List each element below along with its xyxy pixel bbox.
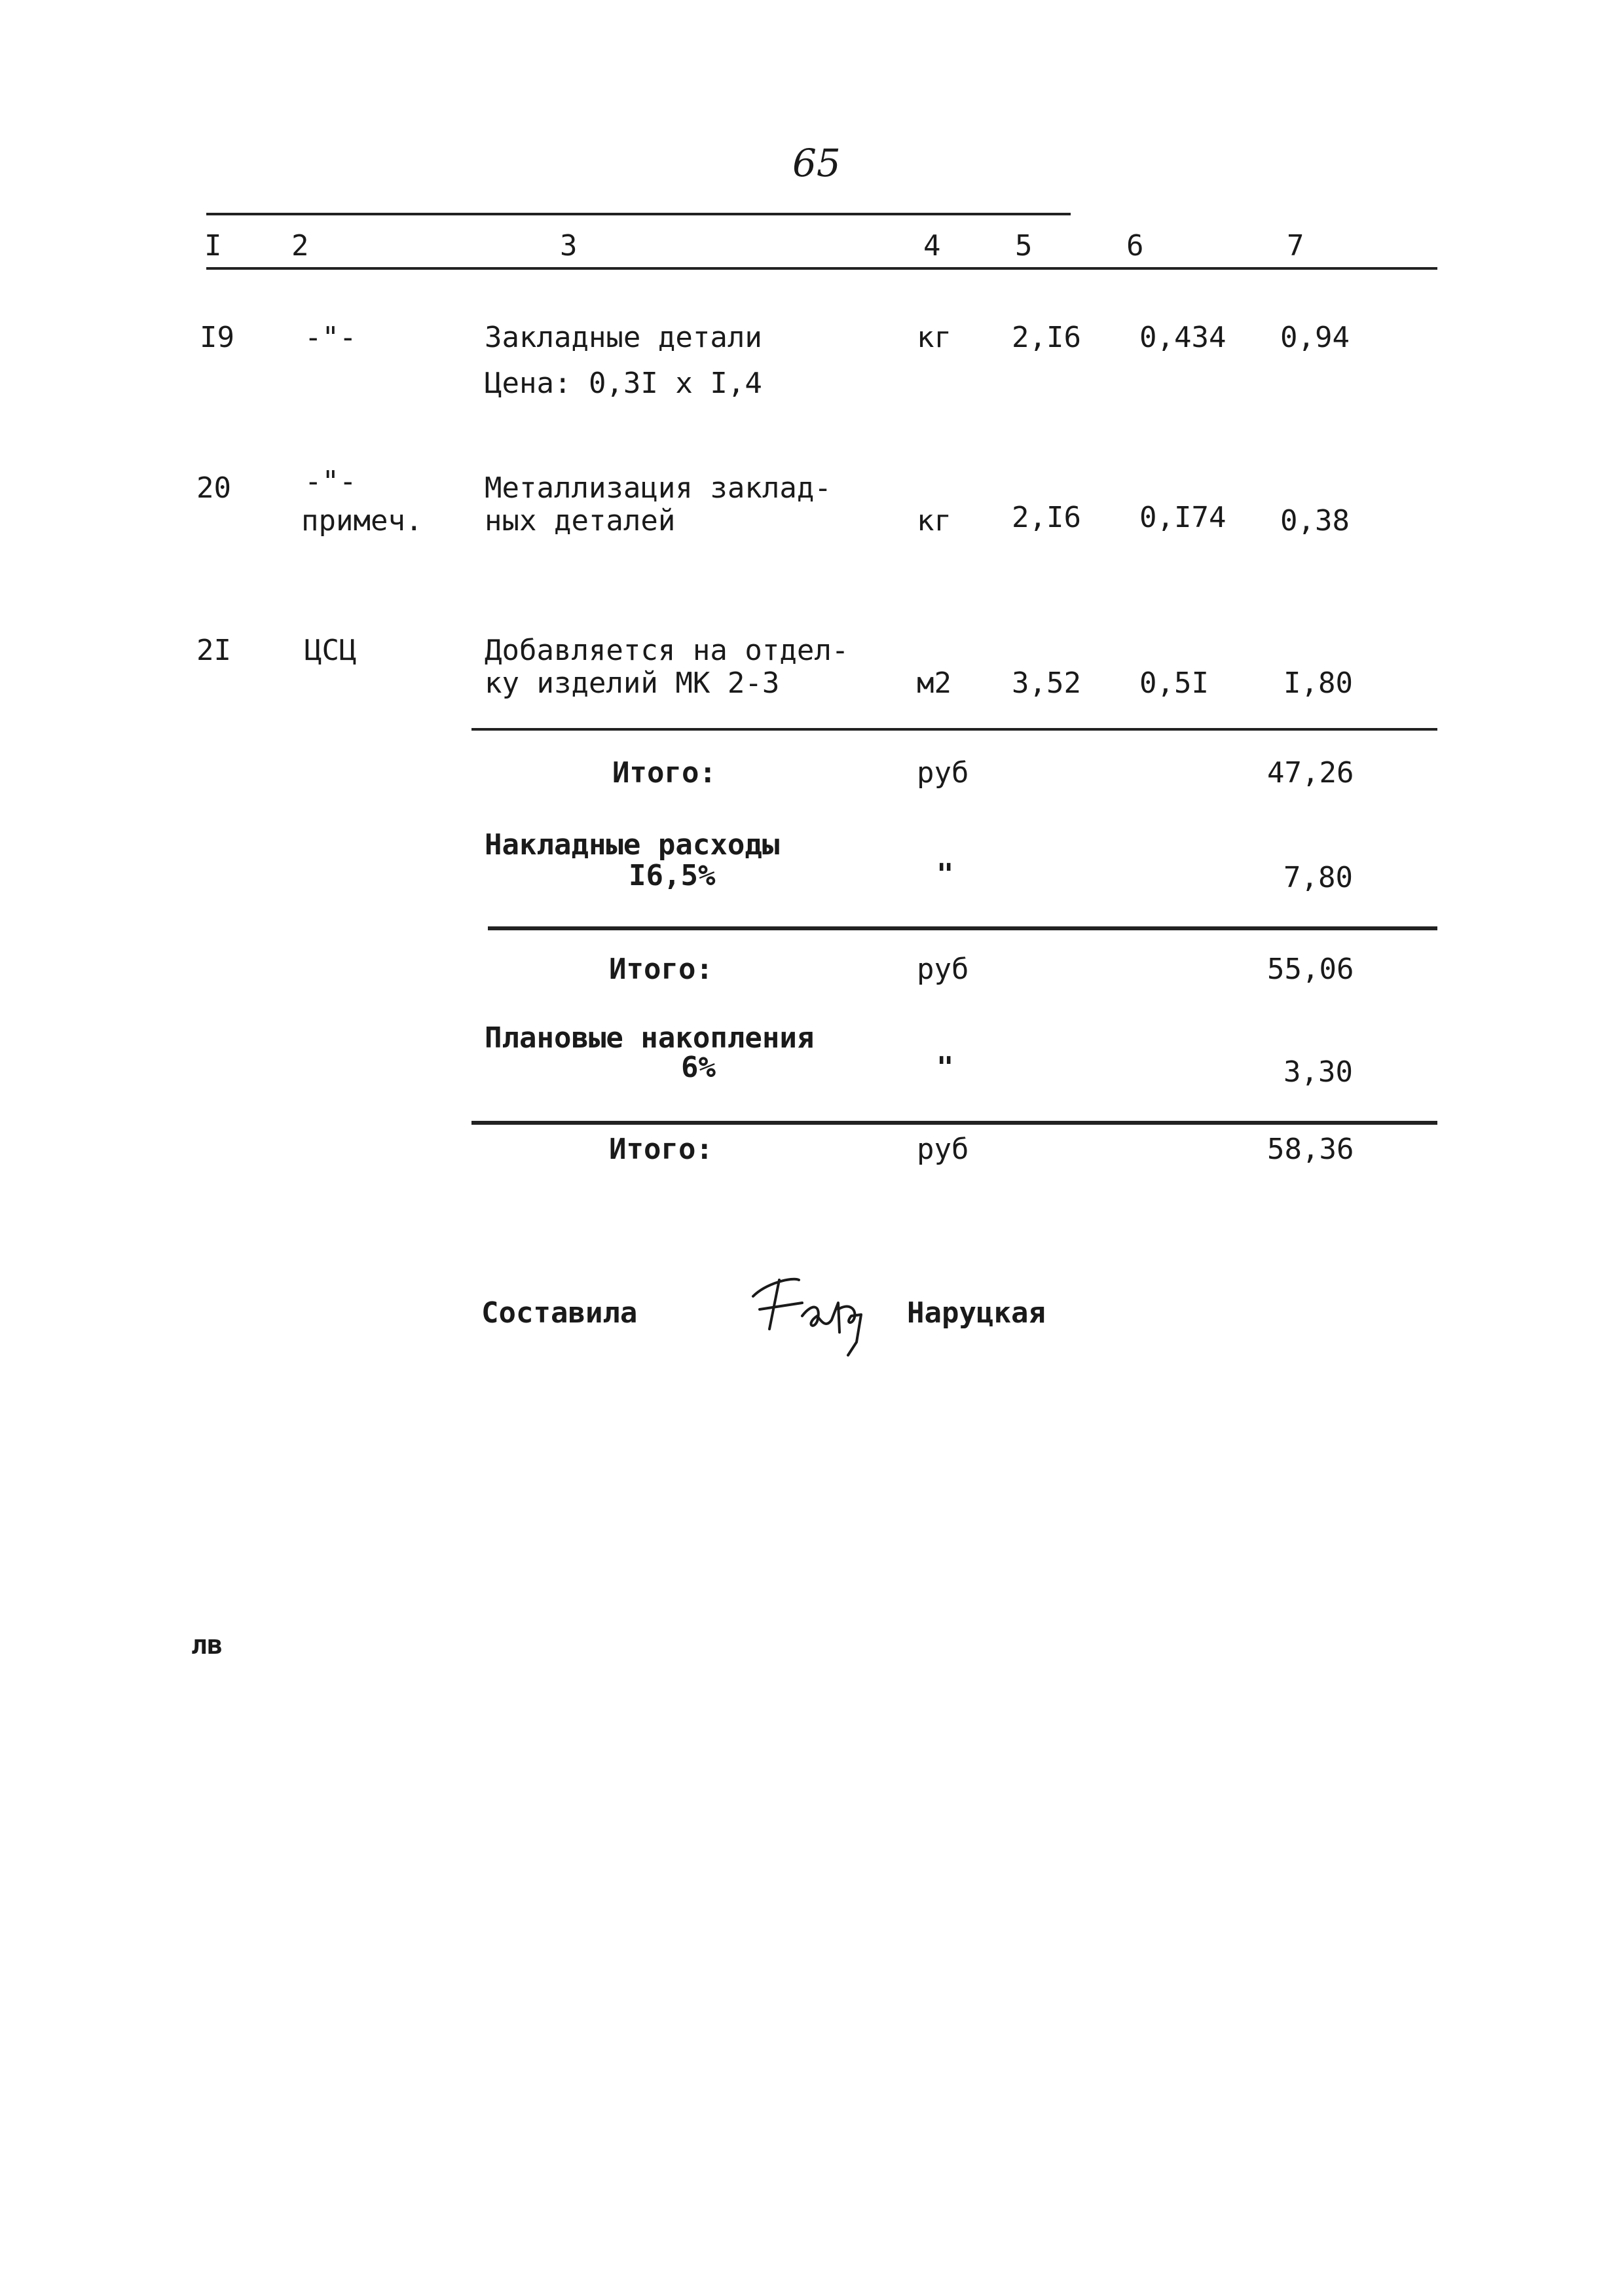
summary-unit: руб (917, 1133, 969, 1166)
row-description-line: Закладные детали (485, 321, 762, 354)
row-price: 0,I74 (1139, 501, 1227, 534)
summary-value: 47,26 (1267, 756, 1354, 790)
col-header-2: 2 (291, 229, 309, 263)
summary-value: 58,36 (1267, 1133, 1354, 1166)
row-unit: кг (917, 321, 951, 354)
page-number: 65 (792, 141, 841, 185)
row-price: 0,5I (1139, 666, 1209, 700)
row-note: примеч. (301, 504, 423, 538)
row-unit: кг (917, 504, 951, 538)
summary-value: 7,80 (1283, 861, 1353, 894)
row-number: 20 (196, 471, 231, 505)
row-price: 0,434 (1139, 321, 1227, 354)
signature-name: Наруцкая (907, 1296, 1046, 1330)
signature-role: Составила (481, 1296, 638, 1330)
row-code: ЦСЦ (304, 634, 357, 667)
row-quantity: 3,52 (1012, 666, 1081, 700)
row-number: 2I (196, 634, 231, 667)
row-description-line: ных деталей (485, 504, 676, 538)
top-rule (206, 213, 1071, 215)
col-header-6: 6 (1126, 229, 1144, 263)
summary-label-line: Плановые накопления (485, 1021, 815, 1055)
summary-unit: " (936, 858, 954, 891)
row-code: -"- (304, 465, 357, 498)
col-header-4: 4 (923, 229, 941, 263)
row-number: I9 (200, 321, 234, 354)
row-quantity: 2,I6 (1012, 501, 1081, 534)
summary-label: Итого: (612, 756, 716, 790)
row-total: I,80 (1283, 666, 1353, 700)
summary-unit: руб (917, 756, 969, 790)
row-total: 0,38 (1280, 504, 1350, 538)
col-header-5: 5 (1015, 229, 1033, 263)
col-header-1: I (204, 229, 222, 263)
summary-rule (488, 926, 1437, 930)
summary-value: 3,30 (1283, 1055, 1353, 1089)
summary-label-line: I6,5% (629, 859, 716, 892)
row-description-line: ку изделий МК 2-3 (485, 666, 780, 700)
summary-label-line: Накладные расходы (485, 828, 780, 862)
row-quantity: 2,I6 (1012, 321, 1081, 354)
summary-label: Итого: (609, 1133, 713, 1166)
summary-unit: руб (917, 953, 969, 986)
summary-value: 55,06 (1267, 953, 1354, 986)
row-description-line: Металлизация заклад- (485, 471, 832, 505)
row-description-line: Цена: 0,3I х I,4 (485, 367, 762, 400)
row-unit: м2 (917, 666, 951, 700)
summary-rule (471, 1121, 1437, 1125)
table-bottom-rule (471, 728, 1437, 731)
summary-unit: " (936, 1051, 954, 1084)
row-total: 0,94 (1280, 321, 1350, 354)
col-header-7: 7 (1287, 229, 1304, 263)
summary-label-line: 6% (681, 1051, 716, 1084)
row-code: -"- (304, 321, 357, 354)
summary-label: Итого: (609, 953, 713, 986)
header-rule (206, 267, 1437, 270)
col-header-3: 3 (560, 229, 578, 263)
row-description-line: Добавляется на отдел- (485, 634, 849, 667)
footer-mark: лв (191, 1630, 223, 1660)
handwritten-signature (740, 1257, 884, 1362)
